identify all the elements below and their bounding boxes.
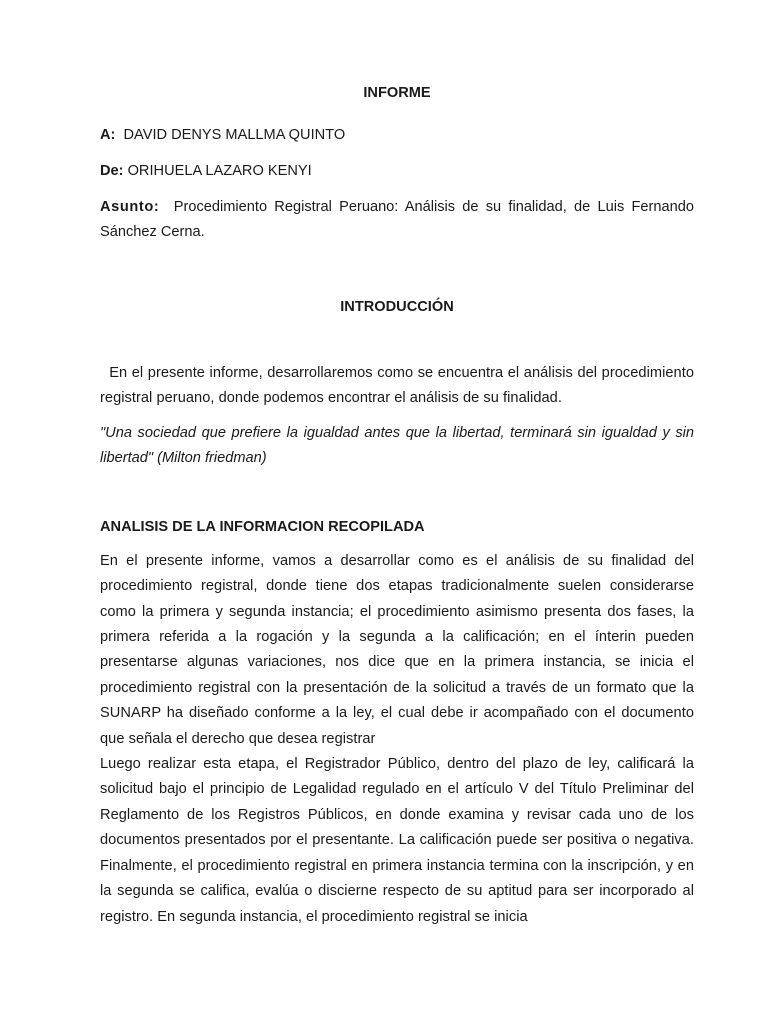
introduction-paragraph [100, 361, 694, 412]
recipient-name: DAVID DENYS MALLMA QUINTO [123, 127, 346, 143]
epigraph-quote: "Una sociedad que prefiere la igualdad antes que la libertad, terminará sin igualdad y sin libertad" (Milton friedman) [100, 424, 694, 466]
recipient-label: A: [100, 127, 116, 143]
analysis-paragraph-2: Luego realizar esta etapa, el Registrador Público, dentro del plazo de ley, calificará la solicitud bajo el principio de Legalidad regulado en el artículo V del Título Preliminar del Reglamento de los Registros Públicos, en donde examina y revisar cada uno de los documentos presentados por el presentante. La calificación puede ser positiva o negativa. Finalmente, el procedimiento registral en primera instancia termina con la inscripción, y en la segunda se califica, evalúa o discierne respecto de su aptitud para ser incorporado al registro. En segunda instancia, el procedimiento registral se inicia [100, 756, 694, 925]
recipient-line [100, 125, 694, 145]
subject-label: Asunto: [100, 199, 160, 215]
analysis-heading: ANALISIS DE LA INFORMACION RECOPILADA [100, 518, 425, 535]
introduction-text: En el presente informe, desarrollaremos como se encuentra el análisis del procedimiento registral peruano, donde podemos encontrar el análisis de su finalidad. [100, 365, 694, 407]
document-title: INFORME [363, 85, 431, 101]
sender-name: ORIHUELA LAZARO KENYI [127, 163, 312, 179]
subject-line [100, 195, 694, 245]
sender-label: De: [100, 163, 124, 179]
document-body [100, 83, 694, 930]
introduction-heading: INTRODUCCIÓN [340, 299, 454, 315]
analysis-paragraph-1: En el presente informe, vamos a desarrollar como es el análisis de su finalidad del procedimiento registral, donde tiene dos etapas tradicionalmente suelen considerarse como la primera y segunda instancia; el procedimiento asimismo presenta dos fases, la primera referida a la rogación y la segunda a la calificación; en el ínterin pueden presentarse algunas variaciones, nos dice que en la primera instancia, se inicia el procedimiento registral con la presentación de la solicitud a través de un formato que la SUNARP ha diseñado conforme a la ley, el cual debe ir acompañado con el documento que señala el derecho que desea registrar [100, 552, 694, 747]
sender-line [100, 161, 694, 181]
subject-text: Procedimiento Registral Peruano: Análisis de su finalidad, de Luis Fernando Sánchez Cerna. [100, 199, 694, 240]
